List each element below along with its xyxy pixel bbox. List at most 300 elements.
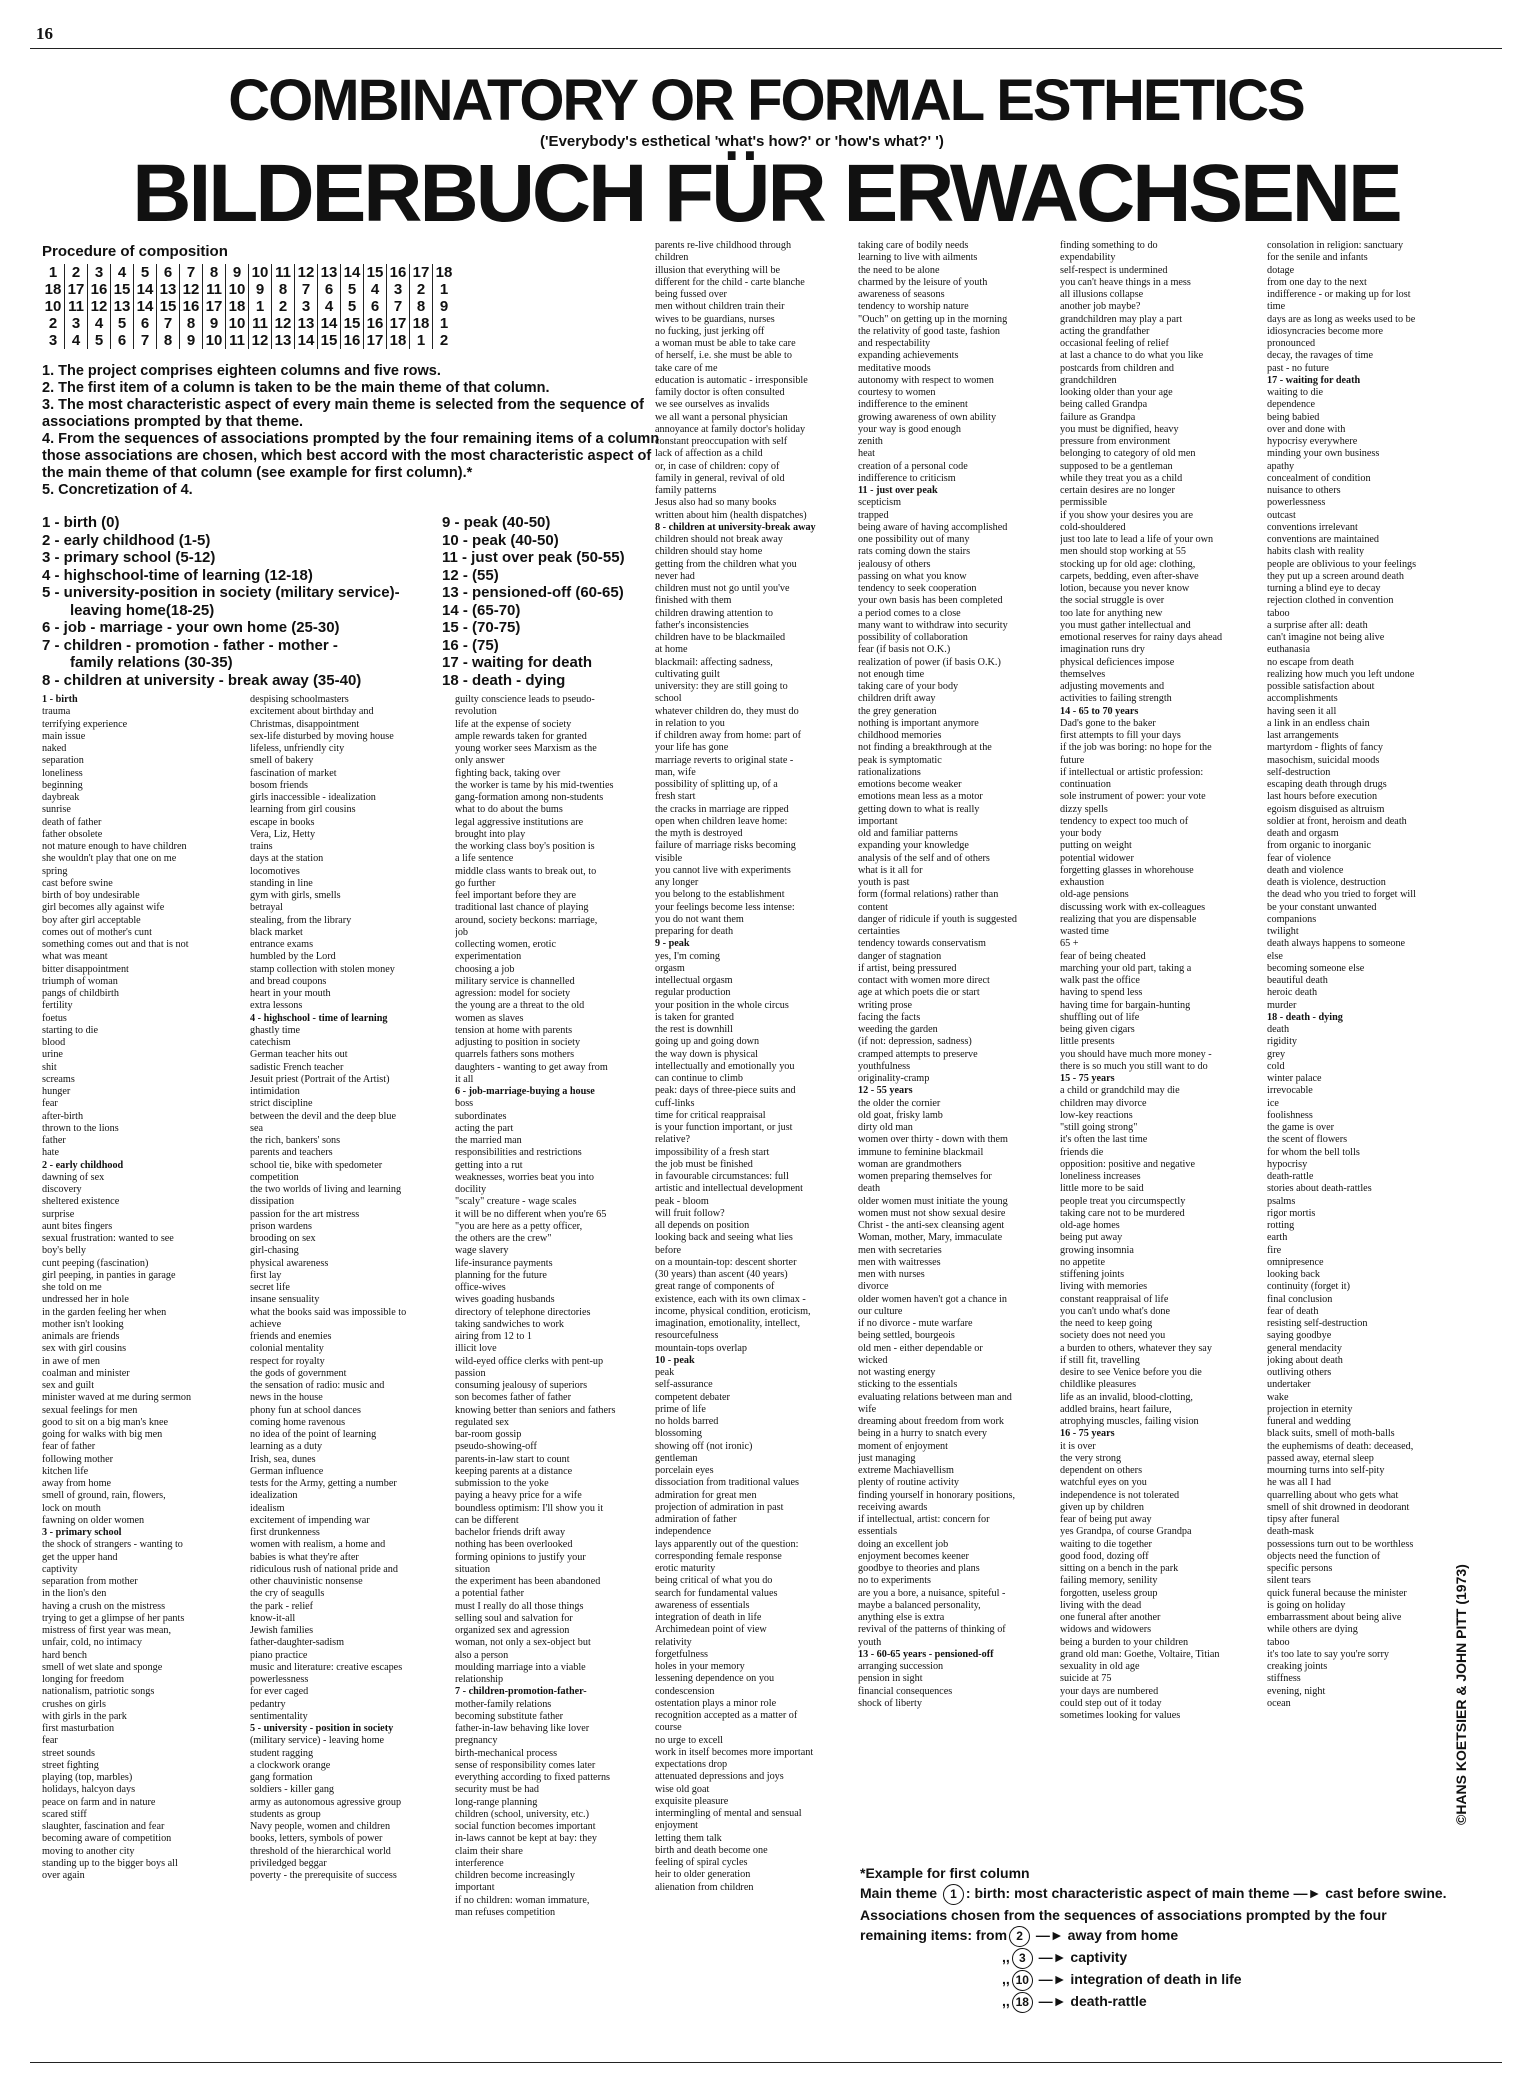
association-item: yes Grandpa, of course Grandpa xyxy=(1060,1526,1192,1538)
association-item: if artist, being pressured xyxy=(858,962,957,974)
association-item: watchful eyes on you xyxy=(1060,1477,1147,1489)
association-item: children become increasingly xyxy=(455,1870,575,1881)
association-item: danger of stagnation xyxy=(858,950,942,962)
association-item: children drift away xyxy=(858,693,936,705)
grid-cell: 2 xyxy=(42,315,65,332)
association-item: atrophying muscles, failing vision xyxy=(1060,1416,1199,1427)
association-item: regulated sex xyxy=(455,1416,510,1428)
association-item: birth of boy undesirable xyxy=(42,890,140,901)
association-item: going up and going down xyxy=(655,1036,760,1048)
association-item: education is automatic - irresponsible xyxy=(655,374,808,386)
grid-cell: 17 xyxy=(203,298,226,315)
association-item: hate xyxy=(42,1147,59,1159)
association-item: winter palace xyxy=(1267,1073,1322,1084)
association-item: search for fundamental values xyxy=(655,1587,778,1599)
association-item: relationship xyxy=(455,1674,504,1685)
association-item: over again xyxy=(42,1870,85,1881)
association-item: jealousy of others xyxy=(858,558,931,570)
association-column-7 xyxy=(1267,240,1467,1710)
association-item: themselves xyxy=(1060,668,1106,680)
association-item: pedantry xyxy=(250,1698,286,1710)
association-item: holidays, halcyon days xyxy=(42,1784,136,1796)
association-item: wife xyxy=(858,1403,877,1415)
grid-cell: 14 xyxy=(318,315,341,332)
association-item: cold xyxy=(1267,1060,1285,1072)
grid-cell: 5 xyxy=(111,315,134,332)
grid-cell: 1 xyxy=(439,314,449,332)
association-item: you belong to the establishment xyxy=(655,889,785,901)
association-item: in the garden feeling her when xyxy=(42,1306,167,1318)
association-item: are you a bore, a nuisance, spiteful - xyxy=(858,1587,1006,1599)
association-item: addled brains, heart failure, xyxy=(1060,1403,1172,1415)
association-item: sex and guilt xyxy=(42,1380,95,1391)
grid-cell: 6 xyxy=(157,264,180,281)
association-item: fawning on older women xyxy=(42,1514,145,1526)
association-item: father-in-law behaving like lover xyxy=(455,1723,590,1734)
association-item: analysis of the self and of others xyxy=(858,852,990,864)
association-item: it's too late to say you're sorry xyxy=(1267,1648,1389,1660)
stage-item: 9 - peak (40-50) xyxy=(442,514,551,531)
association-item: nothing has been overlooked xyxy=(455,1539,573,1551)
association-item: discovery xyxy=(42,1184,82,1195)
association-item: selling soul and salvation for xyxy=(455,1612,573,1624)
association-item: being babied xyxy=(1267,411,1320,423)
association-item: letting them talk xyxy=(655,1832,722,1844)
association-item: another job maybe? xyxy=(1060,301,1141,313)
association-item: continuity (forget it) xyxy=(1267,1281,1350,1293)
association-item: condescension xyxy=(655,1685,715,1697)
association-item: mistress of first year was mean, xyxy=(42,1625,172,1636)
association-item: Archimedean point of view xyxy=(655,1624,767,1636)
association-item: from organic to inorganic xyxy=(1267,840,1372,852)
association-item: stories about death-rattles xyxy=(1267,1183,1372,1195)
association-item: bitter disappointment xyxy=(42,963,129,975)
association-item: after-birth xyxy=(42,1110,84,1122)
association-item: possibility of collaboration xyxy=(858,632,968,643)
grid-cell: 5 xyxy=(88,332,111,349)
association-item: fascination of market xyxy=(250,767,337,779)
association-item: turning a blind eye to decay xyxy=(1267,583,1381,594)
association-item: fighting back, taking over xyxy=(455,767,561,779)
association-item: the working class boy's position is xyxy=(455,841,595,852)
grid-cell: 13 xyxy=(318,264,341,281)
association-item: hypocrisy xyxy=(1267,1158,1308,1170)
association-item: while they treat you as a child xyxy=(1060,472,1183,484)
association-item: social function becomes important xyxy=(455,1821,596,1832)
association-item: children xyxy=(655,252,689,264)
association-item: the need to keep going xyxy=(1060,1318,1153,1329)
association-item: dreaming about freedom from work xyxy=(858,1416,1004,1427)
association-item: activities to failing strength xyxy=(1060,693,1172,705)
grid-cell: 6 xyxy=(364,298,387,315)
association-item: having to spend less xyxy=(1060,987,1143,999)
association-item: boss xyxy=(455,1098,474,1110)
association-item: whatever children do, they must do xyxy=(655,705,799,717)
association-item: apathy xyxy=(1267,460,1295,472)
association-item: school tie, bike with spedometer xyxy=(250,1159,383,1171)
association-item: in the lion's den xyxy=(42,1588,107,1600)
association-item: twilight xyxy=(1267,926,1299,937)
grid-cell: 13 xyxy=(157,281,180,298)
association-item: threshold of the hierarchical world xyxy=(250,1845,391,1857)
association-item: quarrelling about who gets what xyxy=(1267,1489,1399,1501)
association-item: babies is what they're after xyxy=(250,1551,359,1563)
association-item: dependent on others xyxy=(1060,1465,1143,1476)
association-item: you do not want them xyxy=(655,913,744,925)
association-item: occasional feeling of relief xyxy=(1060,338,1169,349)
association-item: it will be no different when you're 65 xyxy=(455,1208,607,1220)
example-main-label: Main theme xyxy=(860,1885,938,1901)
grid-cell: 18 xyxy=(387,332,410,349)
grid-cell: 11 xyxy=(272,264,295,281)
grid-cell: 7 xyxy=(134,332,157,349)
association-item: if no children: woman immature, xyxy=(455,1894,590,1906)
association-item: death-rattle xyxy=(1267,1171,1314,1182)
association-item: smell of shit drowned in deodorant xyxy=(1267,1501,1410,1513)
grid-cell: 5 xyxy=(134,264,157,281)
association-item: father obsolete xyxy=(42,828,103,840)
grid-cell: 10 xyxy=(249,264,272,281)
association-item: fear xyxy=(42,1735,58,1747)
association-item: children drawing attention to xyxy=(655,607,773,619)
association-item: sentimentality xyxy=(250,1710,308,1722)
association-item: awareness of essentials xyxy=(655,1599,750,1611)
association-item: learning from girl cousins xyxy=(250,804,356,816)
association-item: a woman must be able to take care xyxy=(655,338,796,349)
association-item: days are as long as weeks used to be xyxy=(1267,313,1416,325)
association-item: sex with girl cousins xyxy=(42,1343,127,1355)
association-item: taking care of your body xyxy=(858,681,959,692)
association-item: can continue to climb xyxy=(655,1073,743,1084)
association-item: lays apparently out of the question: xyxy=(655,1538,799,1550)
association-item: martyrdom - flights of fancy xyxy=(1267,742,1383,754)
association-item: military service is channelled xyxy=(455,975,575,987)
association-item: being a burden to your children xyxy=(1060,1636,1189,1648)
association-item: only answer xyxy=(455,755,505,767)
page-subtitle: ('Everybody's esthetical 'what's how?' or 'how's what?' ') xyxy=(540,133,944,150)
association-column-3 xyxy=(455,694,655,1919)
grid-cell: 9 xyxy=(180,332,203,349)
association-item: other chauvinistic nonsense xyxy=(250,1576,363,1587)
association-item: taking care of bodily needs xyxy=(858,240,969,251)
association-item: the rest is downhill xyxy=(655,1024,733,1035)
association-item: your own basis has been completed xyxy=(858,595,1003,607)
association-item: death-mask xyxy=(1267,1526,1314,1538)
association-item: evaluating relations between man and xyxy=(858,1391,1012,1403)
association-item: income, physical condition, eroticism, xyxy=(655,1305,811,1317)
association-item: if no divorce - mute warfare xyxy=(858,1318,973,1329)
association-item: self-respect is undermined xyxy=(1060,264,1168,276)
association-item: woman are grandmothers xyxy=(858,1158,962,1170)
grid-cell: 10 xyxy=(226,281,249,298)
association-item: expectations drop xyxy=(655,1759,728,1770)
association-item: competent debater xyxy=(655,1391,730,1403)
main-title: BILDERBUCH FÜR ERWACHSENE xyxy=(132,148,1400,239)
association-item: fire xyxy=(1267,1244,1282,1256)
association-item: certainties xyxy=(858,926,900,937)
association-item: birth-mechanical process xyxy=(455,1747,558,1759)
association-item: fear xyxy=(42,1098,58,1110)
association-item: moving to another city xyxy=(42,1845,135,1857)
association-item: contact with women more direct xyxy=(858,975,990,986)
association-item: despising schoolmasters xyxy=(250,694,349,705)
association-item: cultivating guilt xyxy=(655,668,720,680)
association-item: erotic maturity xyxy=(655,1563,716,1574)
association-item: first attempts to fill your days xyxy=(1060,730,1181,741)
association-item: sole instrument of power: your vote xyxy=(1060,791,1206,803)
association-item: terrifying experience xyxy=(42,718,128,730)
grid-cell: 13 xyxy=(295,315,318,332)
association-item: phony fun at school dances xyxy=(250,1404,361,1416)
example-main-result: cast before swine. xyxy=(1325,1885,1447,1901)
association-item: general mendacity xyxy=(1267,1342,1342,1354)
association-item: no holds barred xyxy=(655,1416,719,1427)
association-item: if you show your desires you are xyxy=(1060,509,1193,521)
association-item: or, in case of children: copy of xyxy=(655,460,780,472)
association-item: pseudo-showing-off xyxy=(455,1441,537,1453)
association-item: the scent of flowers xyxy=(1267,1134,1348,1146)
association-item: everything according to fixed patterns xyxy=(455,1772,611,1783)
association-item: rejection clothed in convention xyxy=(1267,595,1394,607)
stage-item: 11 - just over peak (50-55) xyxy=(442,549,625,566)
association-item: quarrels fathers sons mothers xyxy=(455,1049,575,1061)
association-item: stealing, from the library xyxy=(250,914,352,926)
association-item: cuff-links xyxy=(655,1097,695,1109)
association-item: fear of being put away xyxy=(1060,1514,1152,1525)
association-item: smell of ground, rain, flowers, xyxy=(42,1490,166,1502)
association-item: death xyxy=(1267,1024,1290,1035)
association-item: consolation in religion: sanctuary xyxy=(1267,240,1404,251)
association-item: masochism, suicidal moods xyxy=(1267,754,1380,766)
association-item: earth xyxy=(1267,1232,1288,1244)
association-item: it is over xyxy=(1060,1440,1096,1452)
association-item: one possibility out of many xyxy=(858,534,970,545)
association-item: wild-eyed office clerks with pent-up xyxy=(455,1355,604,1367)
grid-cell: 4 xyxy=(65,332,88,349)
grid-cell: 1 xyxy=(249,298,272,315)
association-item: airing from 12 to 1 xyxy=(455,1331,532,1342)
association-item: self-assurance xyxy=(655,1379,713,1391)
grid-cell: 9 xyxy=(249,281,272,298)
association-item: mother-family relations xyxy=(455,1698,552,1710)
association-item: marching your old part, taking a xyxy=(1060,962,1192,974)
association-item: standing in line xyxy=(250,877,313,889)
stages-left xyxy=(42,514,400,689)
association-item: not wasting energy xyxy=(858,1367,936,1378)
association-item: plenty of routine activity xyxy=(858,1477,959,1489)
association-item: possibility of splitting up, of a xyxy=(655,779,778,790)
association-item: grey xyxy=(1267,1048,1286,1060)
association-item: girl peeping, in panties in garage xyxy=(42,1269,176,1281)
association-item: lessening dependence on you xyxy=(655,1673,775,1685)
association-item: middle class wants to break out, to xyxy=(455,865,597,877)
section-heading: 11 - just over peak xyxy=(858,485,938,496)
association-item: in-laws cannot be kept at bay: they xyxy=(455,1833,598,1845)
association-item: finding something to do xyxy=(1060,240,1158,251)
association-item: life as an invalid, blood-clotting, xyxy=(1060,1391,1193,1403)
association-item: heroic death xyxy=(1267,987,1318,999)
stage-item: 6 - job - marriage - your own home (25-30) xyxy=(42,619,340,636)
association-item: first masturbation xyxy=(42,1723,115,1734)
association-item: little more to be said xyxy=(1060,1183,1144,1195)
association-item: forgetfulness xyxy=(655,1648,709,1660)
association-item: adjusting movements and xyxy=(1060,681,1165,692)
stage-item: 4 - highschool-time of learning (12-18) xyxy=(42,566,313,584)
association-item: respect for royalty xyxy=(250,1355,325,1367)
credit-line: ©HANS KOETSIER & JOHN PITT (1973) xyxy=(1453,1564,1469,1825)
grid-cell: 4 xyxy=(88,315,111,332)
association-item: tension at home with parents xyxy=(455,1024,573,1036)
arrow-icon: —► xyxy=(1293,1885,1322,1901)
association-item: men with nurses xyxy=(858,1269,925,1280)
association-item: fertility xyxy=(42,1000,73,1012)
association-item: stamp collection with stolen money xyxy=(250,963,395,975)
association-item: forgotten, useless group xyxy=(1060,1587,1158,1599)
association-item: maybe a balanced personality, xyxy=(858,1599,981,1611)
top-rule xyxy=(30,48,1502,49)
grid-cell: 12 xyxy=(272,315,295,332)
association-item: she told on me xyxy=(42,1282,102,1293)
association-item: projection in eternity xyxy=(1267,1403,1353,1415)
association-item: creation of a personal code xyxy=(858,460,968,472)
association-item: music and literature: creative escapes xyxy=(250,1661,403,1673)
association-item: the older the cornier xyxy=(858,1097,941,1109)
grid-cell: 18 xyxy=(435,263,453,281)
association-item: young worker sees Marxism as the xyxy=(455,743,597,754)
section-heading: 9 - peak xyxy=(655,938,690,950)
rules-list xyxy=(42,363,672,499)
association-item: powerlessness xyxy=(250,1674,309,1685)
association-item: intellectual orgasm xyxy=(655,975,733,986)
grid-cell: 3 xyxy=(387,281,410,298)
association-item: shit xyxy=(42,1061,57,1073)
association-column-5 xyxy=(858,240,1058,1710)
association-item: job xyxy=(455,926,469,938)
association-item: men with waitresses xyxy=(858,1256,941,1268)
association-item: yes, I'm coming xyxy=(655,950,720,962)
association-item: on a mountain-top: descent shorter xyxy=(655,1256,797,1268)
association-item: Jesuit priest (Portrait of the Artist) xyxy=(250,1073,390,1085)
association-item: physical awareness xyxy=(250,1257,329,1269)
association-item: bar-room gossip xyxy=(455,1429,522,1440)
association-item: colonial mentality xyxy=(250,1343,324,1355)
association-item: widows and widowers xyxy=(1060,1624,1152,1636)
association-item: potential widower xyxy=(1060,852,1134,864)
association-item: friends die xyxy=(1060,1146,1104,1158)
association-item: between the devil and the deep blue xyxy=(250,1110,396,1122)
association-item: youth xyxy=(858,1636,882,1648)
association-item: being settled, bourgeois xyxy=(858,1330,955,1342)
association-item: if the job was boring: no hope for the xyxy=(1060,742,1212,754)
stage-item: 3 - primary school (5-12) xyxy=(42,549,216,566)
association-item: triumph of woman xyxy=(42,975,118,987)
rule-item: 2. The first item of a column is taken to be the main theme of that column. xyxy=(42,380,550,396)
association-item: having time for bargain-hunting xyxy=(1060,999,1191,1011)
association-item: could step out of it today xyxy=(1060,1697,1162,1709)
association-item: the relativity of good taste, fashion xyxy=(858,325,1001,337)
association-item: rationalizations xyxy=(858,766,921,778)
association-item: beginning xyxy=(42,779,83,791)
grid-cell: 8 xyxy=(180,315,203,332)
association-item: (30 years) than ascent (40 years) xyxy=(655,1269,788,1280)
association-item: (military service) - leaving home xyxy=(250,1735,385,1747)
association-item: tendency to expect too much of xyxy=(1060,815,1189,827)
association-item: sticking to the essentials xyxy=(858,1379,958,1391)
association-item: starting to die xyxy=(42,1024,99,1036)
section-heading: 4 - highschool - time of learning xyxy=(250,1012,388,1024)
association-item: enjoyment becomes keener xyxy=(858,1550,969,1562)
association-item: and bread coupons xyxy=(250,975,327,987)
grid-cell: 8 xyxy=(203,264,226,281)
association-item: competition xyxy=(250,1171,299,1183)
association-item: claim their share xyxy=(455,1845,523,1857)
association-item: content xyxy=(858,901,888,913)
association-item: irrevocable xyxy=(1267,1085,1313,1097)
association-item: is your function important, or just xyxy=(655,1122,793,1133)
grid-row xyxy=(42,298,455,315)
association-item: facing the facts xyxy=(858,1011,921,1023)
association-item: joking about death xyxy=(1267,1354,1343,1366)
association-item: you can't heave things in a mess xyxy=(1060,276,1191,288)
association-item: main issue xyxy=(42,730,86,742)
association-item: adjusting to position in society xyxy=(455,1037,581,1048)
grid-cell: 7 xyxy=(295,281,318,298)
association-item: "scaly" creature - wage scales xyxy=(455,1196,577,1208)
association-item: being fussed over xyxy=(655,289,727,300)
association-item: time xyxy=(1267,301,1286,313)
grid-cell: 15 xyxy=(341,315,364,332)
association-item: the dead who you tried to forget will xyxy=(1267,889,1416,901)
association-item: fear of death xyxy=(1267,1305,1319,1317)
association-item: fresh start xyxy=(655,791,696,803)
grid-cell: 10 xyxy=(203,332,226,349)
association-item: low-key reactions xyxy=(1060,1109,1133,1121)
association-item: at last a chance to do what you like xyxy=(1060,350,1204,362)
association-item: funeral and wedding xyxy=(1267,1416,1351,1427)
association-item: no fucking, just jerking off xyxy=(655,325,765,337)
association-item: forgetting glasses in whorehouse xyxy=(1060,864,1194,876)
association-item: tendency to seek cooperation xyxy=(858,583,977,594)
association-item: receiving awards xyxy=(858,1501,928,1513)
association-item: pangs of childbirth xyxy=(42,988,119,999)
association-item: indifference - or making up for lost xyxy=(1267,289,1411,300)
association-item: passed away, eternal sleep xyxy=(1267,1452,1374,1464)
association-item: being called Grandpa xyxy=(1060,399,1148,411)
association-item: death and violence xyxy=(1267,864,1344,876)
association-item: first drunkenness xyxy=(250,1527,320,1538)
association-item: moulding marriage into a viable xyxy=(455,1661,586,1673)
association-item: gentleman xyxy=(655,1452,698,1464)
association-item: certain desires are no longer xyxy=(1060,485,1175,496)
association-item: putting on weight xyxy=(1060,840,1132,852)
association-item: not enough time xyxy=(858,668,925,680)
association-item: old goat, frisky lamb xyxy=(858,1109,943,1121)
association-item: family patterns xyxy=(655,485,717,496)
association-item: charmed by the leisure of youth xyxy=(858,276,988,288)
example-box xyxy=(860,1863,1500,2013)
association-item: girl-chasing xyxy=(250,1245,299,1257)
association-item: gym with girls, smells xyxy=(250,890,341,901)
section-heading: 8 - children at university-break away xyxy=(655,521,816,533)
association-item: news in the house xyxy=(250,1392,323,1404)
association-item: sea xyxy=(250,1122,264,1134)
stage-item: 16 - (75) xyxy=(442,636,499,654)
grid-cell: 8 xyxy=(272,281,295,298)
association-item: time for critical reappraisal xyxy=(655,1109,766,1121)
association-item: tests for the Army, getting a number xyxy=(250,1478,397,1489)
association-item: organized sex and agression xyxy=(455,1625,570,1636)
association-item: continuation xyxy=(1060,779,1111,790)
